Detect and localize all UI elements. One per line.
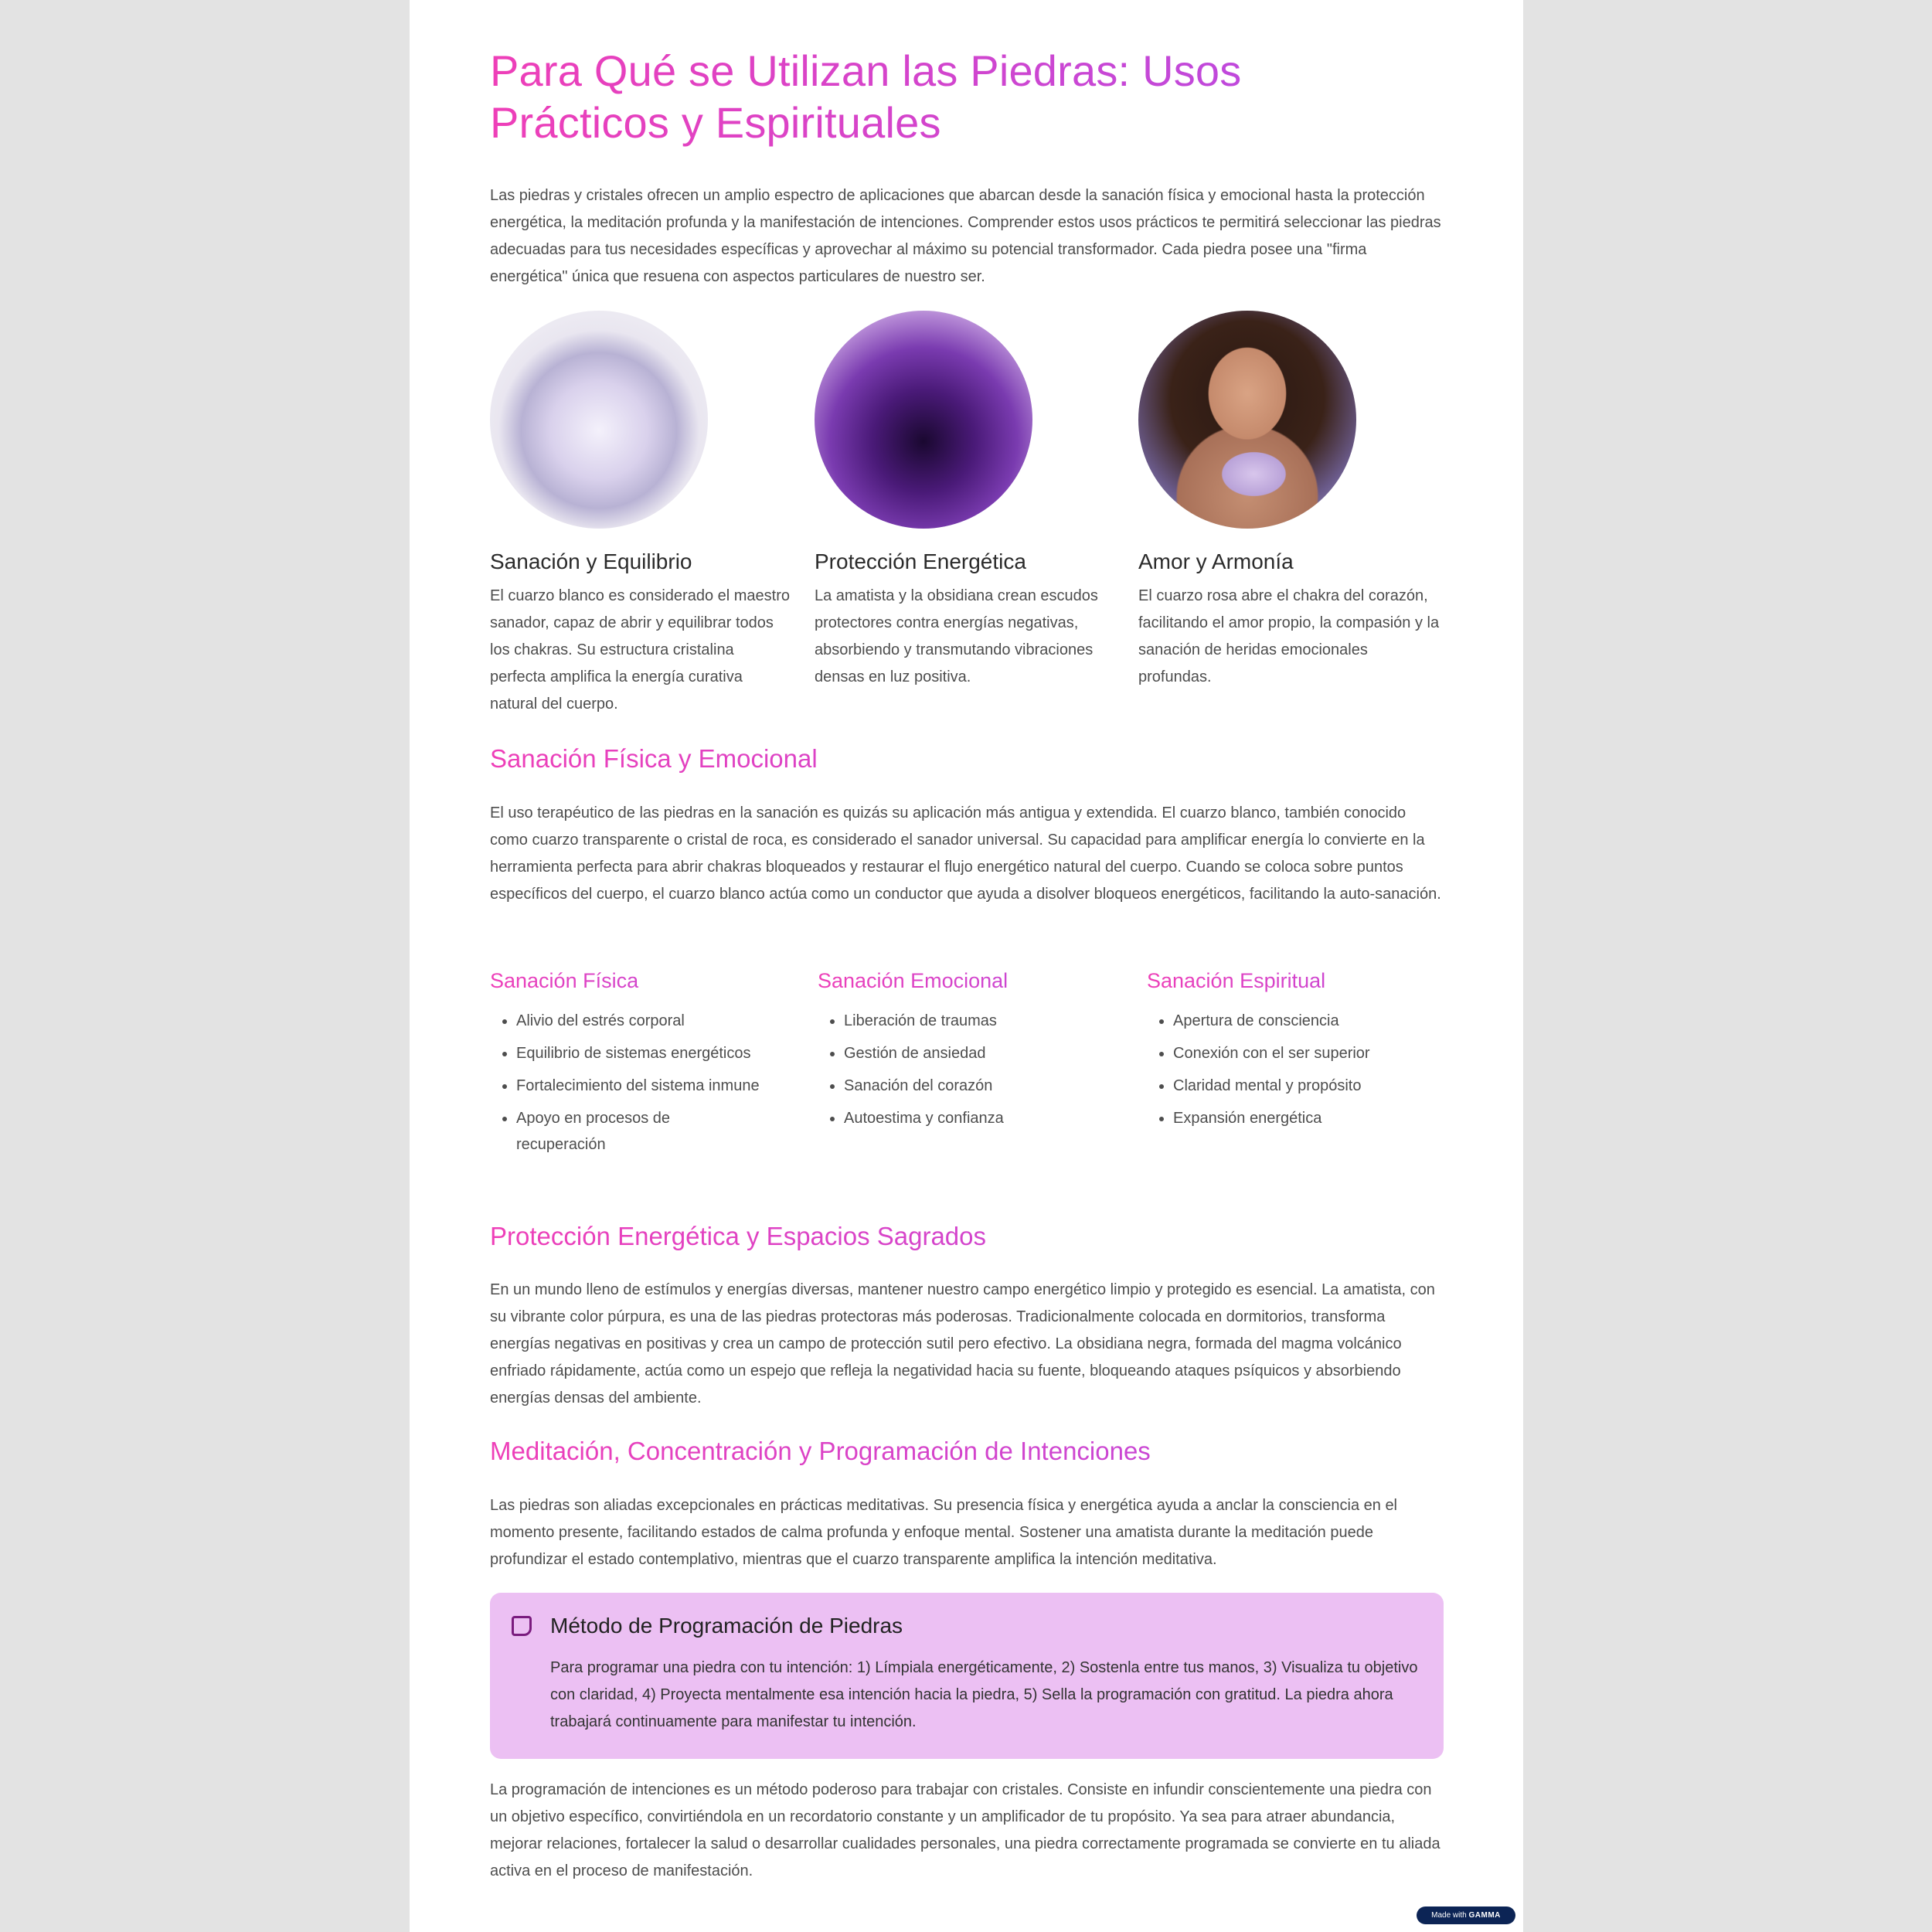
intro-paragraph: Las piedras y cristales ofrecen un amplio espectro de aplicaciones que abarcan desde la sanación física y emocional hasta la protección energética, la meditación profunda y la manifestación de intenciones. Comprender estos usos prácticos te permitirá seleccionar las piedras adecuadas para tus necesidades específicas y aprovechar al máximo su potencial transformador. Cada piedra posee una "firma energética" única que resuena con aspectos particulares de nuestro ser. xyxy=(490,187,1441,285)
section-paragraph: En un mundo lleno de estímulos y energías diversas, mantener nuestro campo energético limpio y protegido es esencial. La amatista, con su vibrante color púrpura, es una de las piedras protectoras más poderosas. Tradicionalmente colocada en dormitorios, transforma energías negativas en positivas y crea un campo de protección sutil pero efectivo. La obsidiana negra, formada del magma volcánico enfriado rápidamente, actúa como un espejo que refleja la negatividad hacia su fuente, bloqueando ataques psíquicos y absorbiendo energías densas del ambiente. xyxy=(490,1281,1435,1406)
column-title: Sanación Espiritual xyxy=(1147,968,1450,994)
badge-brand: GAMMA xyxy=(1468,1911,1501,1920)
list-item: • Expansión energética xyxy=(1173,1105,1450,1131)
column-title: Sanación Emocional xyxy=(818,968,1121,994)
section-paragraph: Las piedras son aliadas excepcionales en prácticas meditativas. Su presencia física y energética ayuda a anclar la consciencia en el momento presente, facilitando estados de calma profunda y enfoque mental. Sostener una amatista durante la meditación puede profundizar el estado contemplativo, mientras que el cuarzo transparente amplifica la intención meditativa. xyxy=(490,1497,1398,1568)
badge-prefix: Made with xyxy=(1431,1911,1467,1920)
made-with-gamma-badge[interactable] xyxy=(1417,1906,1515,1924)
list-item: • Apoyo en procesos de recuperación xyxy=(516,1105,793,1158)
card-love xyxy=(1138,311,1441,691)
list-item: • Claridad mental y propósito xyxy=(1173,1073,1450,1099)
card-healing xyxy=(490,311,793,718)
list-item: • Alivio del estrés corporal xyxy=(516,1008,793,1034)
amethyst-geode-image xyxy=(815,311,1032,529)
card-protection xyxy=(815,311,1117,691)
list-item: • Sanación del corazón xyxy=(844,1073,1121,1099)
woman-holding-heart-stone-image xyxy=(1138,311,1356,529)
closing-paragraph: La programación de intenciones es un método poderoso para trabajar con cristales. Consiste en infundir conscientemente una piedra con un objetivo específico, convirtiéndola en un recordatorio constante y un amplificador de tu propósito. Ya sea para atraer abundancia, mejorar relaciones, fortalecer la salud o desarrollar cualidades personales, una piedra correctamente programada se convierte en tu aliada activa en el proceso de manifestación. xyxy=(490,1781,1440,1879)
callout-title: Método de Programación de Piedras xyxy=(550,1614,903,1638)
card-title: Amor y Armonía xyxy=(1138,549,1294,573)
list-item: • Gestión de ansiedad xyxy=(844,1040,1121,1066)
bullet-list xyxy=(490,1008,793,1158)
section-heading-meditation: Meditación, Concentración y Programación de Intenciones xyxy=(490,1436,1444,1467)
list-item: • Equilibrio de sistemas energéticos xyxy=(516,1040,793,1066)
note-icon xyxy=(512,1616,532,1636)
list-item: • Liberación de traumas xyxy=(844,1008,1121,1034)
card-title: Sanación y Equilibrio xyxy=(490,549,692,573)
card-text: El cuarzo blanco es considerado el maestro sanador, capaz de abrir y equilibrar todos los chakras. Su estructura cristalina perfecta amplifica la energía curativa natural del cuerpo. xyxy=(490,587,790,713)
section-heading-protection: Protección Energética y Espacios Sagrados xyxy=(490,1221,1444,1252)
section-paragraph: El uso terapéutico de las piedras en la sanación es quizás su aplicación más antigua y extendida. El cuarzo blanco, también conocido como cuarzo transparente o cristal de roca, es considerado el sanador universal. Su capacidad para amplificar energía lo convierte en la herramienta perfecta para abrir chakras bloqueados y restaurar el flujo energético natural del cuerpo. Cuando se coloca sobre puntos específicos del cuerpo, el cuarzo blanco actúa como un conductor que ayuda a disolver bloqueos energéticos, facilitando la auto-sanación. xyxy=(490,804,1441,903)
card-text: El cuarzo rosa abre el chakra del corazón, facilitando el amor propio, la compasión y la sanación de heridas emocionales profundas. xyxy=(1138,587,1440,685)
page-title: Para Qué se Utilizan las Piedras: Usos Prácticos y Espirituales xyxy=(490,45,1340,148)
bullet-list xyxy=(818,1008,1121,1131)
card-title: Protección Energética xyxy=(815,549,1026,573)
column-physical xyxy=(490,968,793,1164)
list-item: • Apertura de consciencia xyxy=(1173,1008,1450,1034)
callout-text: Para programar una piedra con tu intención: 1) Límpiala energéticamente, 2) Sostenla entre tus manos, 3) Visualiza tu objetivo con claridad, 4) Proyecta mentalmente esa intención hacia la piedra, 5) Sella la programación con gratitud. La piedra ahora trabajará continuamente para manifestar tu intención. xyxy=(550,1659,1418,1730)
callout-box xyxy=(490,1593,1444,1759)
list-item: • Conexión con el ser superior xyxy=(1173,1040,1450,1066)
column-emotional xyxy=(818,968,1121,1138)
bullet-list xyxy=(1147,1008,1450,1131)
card-text: La amatista y la obsidiana crean escudos protectores contra energías negativas, absorbiendo y transmutando vibraciones densas en luz positiva. xyxy=(815,587,1098,685)
quartz-crystal-image xyxy=(490,311,708,529)
column-spiritual xyxy=(1147,968,1450,1138)
list-item: • Autoestima y confianza xyxy=(844,1105,1121,1131)
column-title: Sanación Física xyxy=(490,968,793,994)
list-item: • Fortalecimiento del sistema inmune xyxy=(516,1073,793,1099)
section-heading-healing: Sanación Física y Emocional xyxy=(490,743,1444,774)
document-page xyxy=(410,0,1523,1932)
